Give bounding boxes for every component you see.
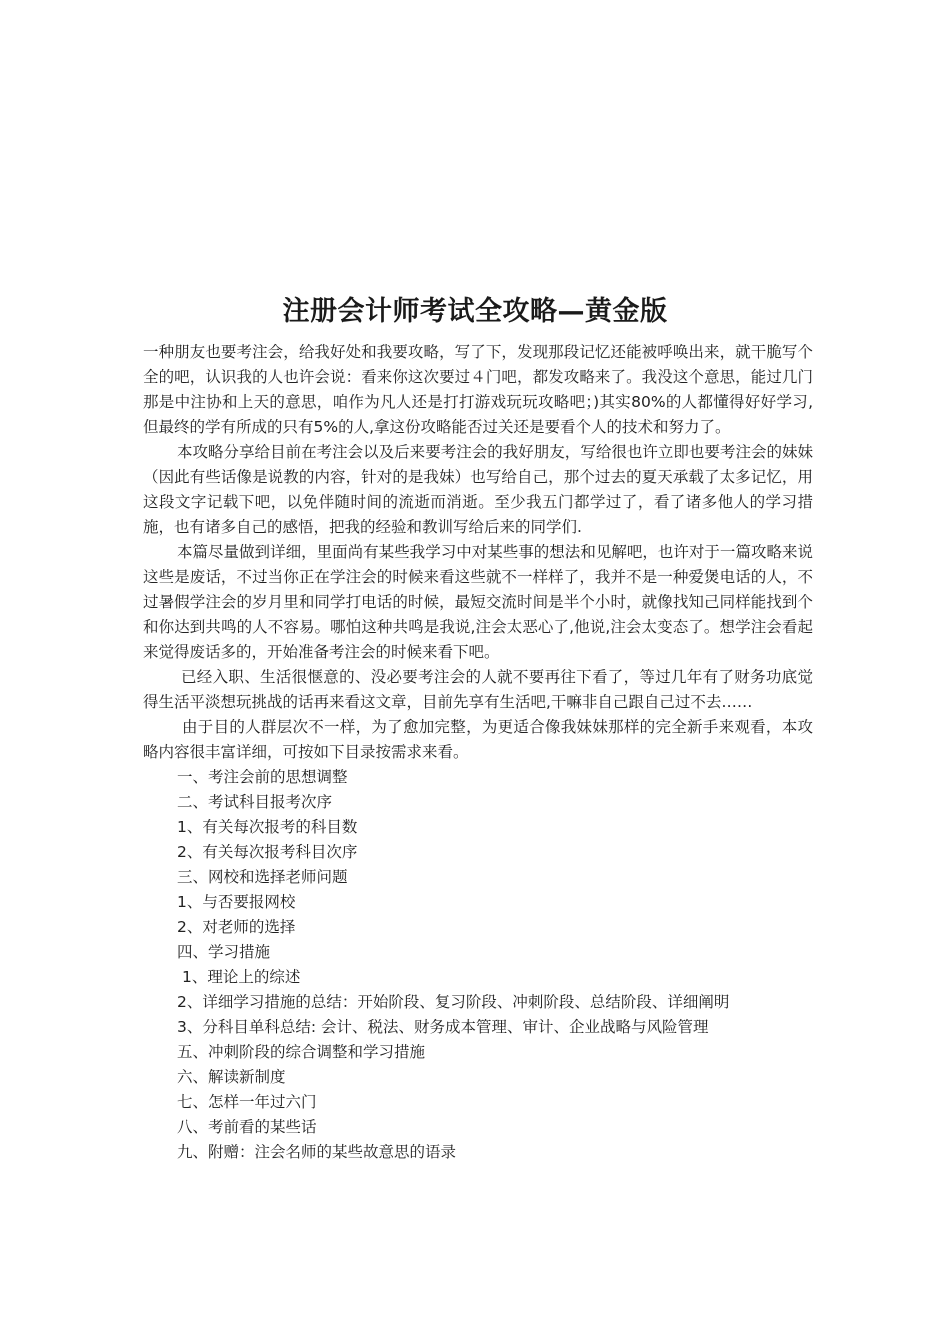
toc-item: 2、详细学习措施的总结：开始阶段、复习阶段、冲刺阶段、总结阶段、详细阐明 bbox=[177, 993, 730, 1011]
document-body bbox=[143, 340, 813, 1165]
toc-item: 三、网校和选择老师问题 bbox=[177, 868, 348, 886]
toc-item: 1、有关每次报考的科目数 bbox=[177, 818, 358, 836]
table-of-contents bbox=[143, 765, 813, 1165]
paragraph-toc-intro: 由于目的人群层次不一样，为了愈加完整，为更适合像我妹妹那样的完全新手来观看，本攻略内容很丰富详细，可按如下目录按需求来看。 bbox=[143, 718, 813, 761]
paragraph-skip-notice: 已经入职、生活很惬意的、没必要考注会的人就不要再往下看了，等过几年有了财务功底觉得生活平淡想玩挑战的话再来看这文章，目前先享有生活吧,干嘛非自己跟自己过不去…… bbox=[143, 668, 813, 711]
paragraph-audience: 本攻略分享给目前在考注会以及后来要考注会的我好朋友，写给很也许立即也要考注会的妹妹（因此有些话像是说教的内容，针对的是我妹）也写给自己，那个过去的夏天承载了太多记忆，用这段文字记载下吧，以免伴随时间的流逝而消逝。至少我五门都学过了，看了诸多他人的学习措施，也有诸多自己的感悟，把我的经验和教训写给后来的同学们. bbox=[143, 443, 813, 536]
document-title: 注册会计师考试全攻略—黄金版 bbox=[282, 296, 668, 327]
toc-item: 二、考试科目报考次序 bbox=[177, 793, 333, 811]
toc-item: 六、解读新制度 bbox=[177, 1068, 286, 1086]
toc-item: 3、分科目单科总结: 会计、税法、财务成本管理、审计、企业战略与风险管理 bbox=[177, 1018, 709, 1036]
toc-item: 九、附赠：注会名师的某些故意思的语录 bbox=[177, 1143, 457, 1161]
toc-item: 1、与否要报网校 bbox=[177, 893, 296, 911]
toc-item: 一、考注会前的思想调整 bbox=[177, 768, 348, 786]
toc-item: 五、冲刺阶段的综合调整和学习措施 bbox=[177, 1043, 426, 1061]
toc-item: 四、学习措施 bbox=[177, 943, 271, 961]
toc-item: 七、怎样一年过六门 bbox=[177, 1093, 317, 1111]
paragraph-detail: 本篇尽量做到详细，里面尚有某些我学习中对某些事的想法和见解吧，也许对于一篇攻略来说这些是废话，不过当你正在学注会的时候来看这些就不一样样了，我并不是一种爱煲电话的人，不过暑假学注会的岁月里和同学打电话的时候，最短交流时间是半个小时，就像找知己同样能找到个和你达到共鸣的人不容易。哪怕这种共鸣是我说,注会太恶心了,他说,注会太变态了。想学注会看起来觉得废话多的，开始准备考注会的时候来看下吧。 bbox=[143, 543, 813, 661]
toc-item: 2、对老师的选择 bbox=[177, 918, 296, 936]
paragraph-intro: 一种朋友也要考注会，给我好处和我要攻略，写了下，发现那段记忆还能被呼唤出来，就干脆写个全的吧，认识我的人也许会说：看来你这次要过４门吧，都发攻略来了。我没这个意思，能过几门那是中注协和上天的意思，咱作为凡人还是打打游戏玩玩攻略吧；)其实80%的人都懂得好好学习,但最终的学有所成的只有5%的人,拿这份攻略能否过关还是要看个人的技术和努力了。 bbox=[143, 343, 813, 436]
toc-item: 1、理论上的综述 bbox=[182, 968, 301, 986]
toc-item: 2、有关每次报考科目次序 bbox=[177, 843, 358, 861]
toc-item: 八、考前看的某些话 bbox=[177, 1118, 317, 1136]
